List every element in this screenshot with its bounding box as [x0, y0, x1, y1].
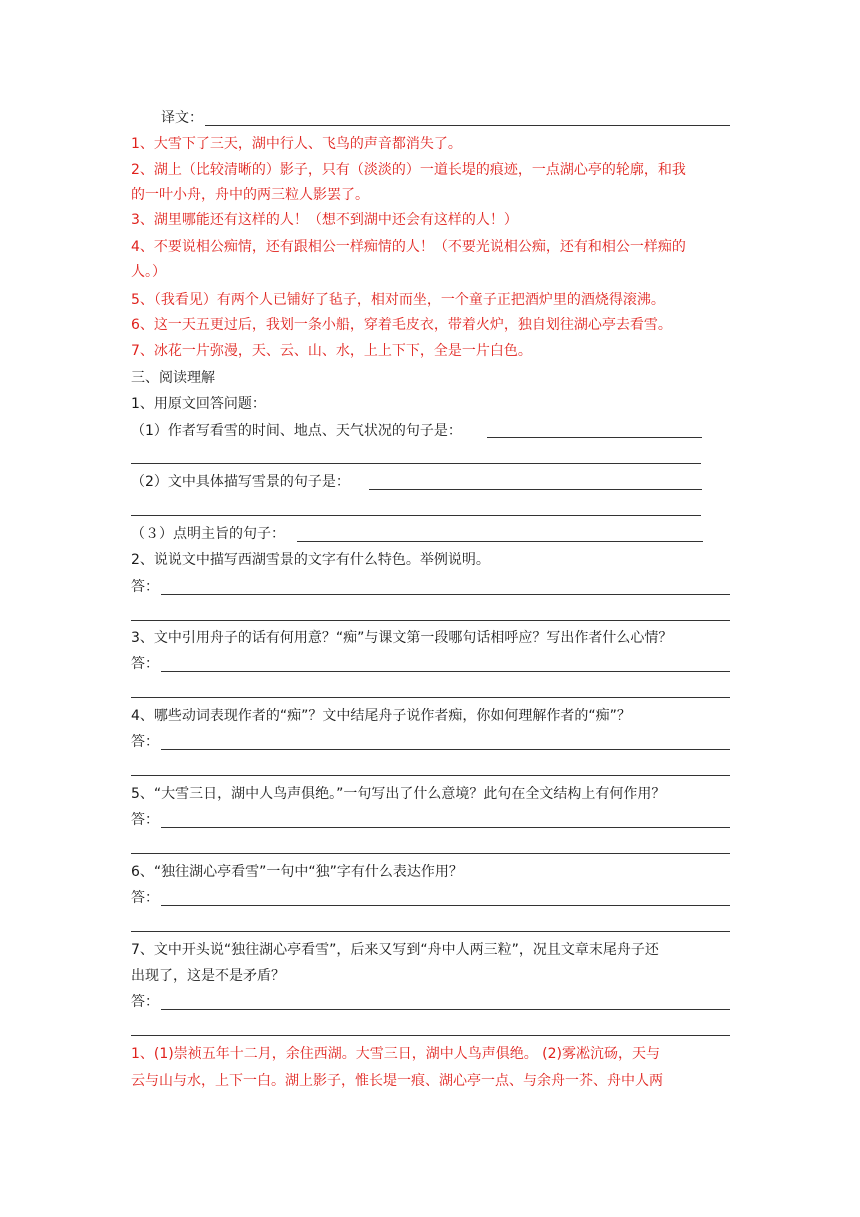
question-7-line-1: 7、文中开头说“独往湖心亭看雪”，后来又写到“舟中人两三粒”，况且文章末尾舟子还 — [131, 942, 659, 958]
answer-blank[interactable] — [297, 541, 703, 542]
answer-blank[interactable] — [161, 594, 730, 595]
answer-blank[interactable] — [369, 489, 702, 490]
question-1-title: 1、用原文回答问题： — [131, 396, 266, 412]
answer-label: 答： — [131, 579, 159, 595]
question-3: 3、文中引用舟子的话有何用意？“痴”与课文第一段哪句话相呼应？写出作者什么心情？ — [131, 630, 673, 646]
question-6: 6、“独往湖心亭看雪”一句中“独”字有什么表达作用？ — [131, 864, 463, 880]
translation-line-1: 1、大雪下了三天，湖中行人、飞鸟的声音都消失了。 — [131, 136, 462, 152]
answer-label: 答： — [131, 890, 159, 906]
answer-blank[interactable] — [487, 437, 702, 438]
answer-blank[interactable] — [161, 905, 730, 906]
answer-blank[interactable] — [131, 1035, 730, 1036]
translation-blank[interactable] — [205, 125, 730, 126]
translation-line-5: 4、不要说相公痴情，还有跟相公一样痴情的人！（不要光说相公痴，还有和相公一样痴的 — [131, 239, 686, 255]
translation-line-9: 7、冰花一片弥漫，天、云、山、水，上上下下，全是一片白色。 — [131, 343, 532, 359]
question-2: 2、说说文中描写西湖雪景的文字有什么特色。举例说明。 — [131, 552, 490, 568]
section-heading: 三、阅读理解 — [131, 370, 215, 386]
answer-blank[interactable] — [131, 697, 730, 698]
translation-line-3: 的一叶小舟，舟中的两三粒人影罢了。 — [131, 187, 369, 203]
question-1-sub-3: （３）点明主旨的句子： — [131, 526, 285, 542]
answer-blank[interactable] — [131, 515, 701, 516]
answer-blank[interactable] — [161, 671, 730, 672]
question-4: 4、哪些动词表现作者的“痴”？文中结尾舟子说作者痴，你如何理解作者的“痴”？ — [131, 708, 631, 724]
answer-label: 答： — [131, 734, 159, 750]
question-7-line-2: 出现了，这是不是矛盾？ — [131, 968, 285, 984]
question-1-sub-1: （1）作者写看雪的时间、地点、天气状况的句子是： — [131, 423, 462, 439]
answer-blank[interactable] — [161, 749, 730, 750]
translation-line-2: 2、湖上（比较清晰的）影子，只有（淡淡的）一道长堤的痕迹，一点湖心亭的轮廓，和我 — [131, 162, 686, 178]
answer-blank[interactable] — [131, 463, 701, 464]
answer-blank[interactable] — [161, 1009, 730, 1010]
answer-blank[interactable] — [131, 620, 730, 621]
answer-key-line-2: 云与山与水，上下一白。湖上影子，惟长堤一痕、湖心亭一点、与余舟一芥、舟中人两 — [131, 1073, 663, 1089]
question-5: 5、“大雪三日，湖中人鸟声俱绝。”一句写出了什么意境？此句在全文结构上有何作用？ — [131, 786, 666, 802]
answer-label: 答： — [131, 994, 159, 1010]
answer-blank[interactable] — [131, 853, 730, 854]
translation-line-4: 3、湖里哪能还有这样的人！（想不到湖中还会有这样的人！） — [131, 212, 518, 228]
answer-key-line-1: 1、(1)崇祯五年十二月，余住西湖。大雪三日，湖中人鸟声俱绝。 (2)雾凇沆砀，天与 — [131, 1046, 661, 1062]
answer-label: 答： — [131, 656, 159, 672]
translation-line-7: 5、（我看见）有两个人已铺好了毡子，相对而坐，一个童子正把酒炉里的酒烧得滚沸。 — [131, 292, 665, 308]
translation-line-6: 人。） — [131, 264, 166, 280]
answer-blank[interactable] — [131, 931, 730, 932]
question-1-sub-2: （2）文中具体描写雪景的句子是： — [131, 474, 350, 490]
answer-blank[interactable] — [161, 827, 730, 828]
answer-label: 答： — [131, 812, 159, 828]
translation-label: 译文： — [161, 110, 203, 126]
answer-blank[interactable] — [131, 775, 730, 776]
translation-line-8: 6、这一天五更过后，我划一条小船，穿着毛皮衣，带着火炉，独自划往湖心亭去看雪。 — [131, 317, 672, 333]
